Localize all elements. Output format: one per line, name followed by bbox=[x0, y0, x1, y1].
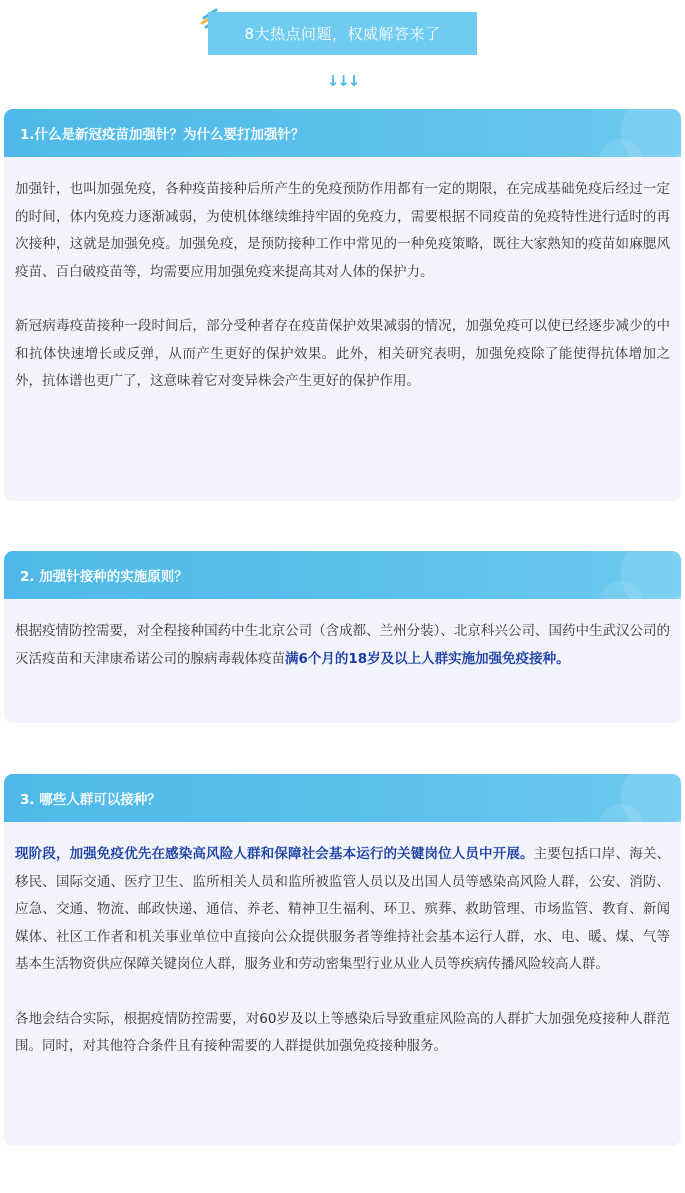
section-header-3 bbox=[4, 774, 681, 822]
section-paragraph: 加强针，也叫加强免疫，各种疫苗接种后所产生的免疫预防作用都有一定的期限，在完成基础免疫后经过一定的时间，体内免疫力逐渐减弱，为使机体继续维持牢固的免疫力，需要根据不同疫苗的免疫特性进行适时的再次接种，这就是加强免疫。加强免疫，是预防接种工作中常见的一种免疫策略，既往大家熟知的疫苗如麻腮风疫苗、百白破疫苗等，均需要应用加强免疫来提高其对人体的保护力。 bbox=[15, 181, 670, 280]
section-card-2 bbox=[4, 551, 681, 723]
section-card-3 bbox=[4, 774, 681, 1146]
banner-title: 8大热点问题，权威解答来了 bbox=[208, 12, 477, 55]
paragraph-text: 主要包括口岸、海关、移民、国际交通、医疗卫生、监所相关人员和监所被监管人员以及出国人员等感染高风险人群，公安、消防、应急、交通、物流、邮政快递、通信、养老、精神卫生福利、环卫、殡葬、救助管理、市场监管、教育、新闻媒体、社区工作者和机关事业单位中直接向公众提供服务者等维持社会基本运行人群，水、电、暖、煤、气等基本生活物资供应保障关键岗位人群，服务业和劳动密集型行业从业人员等疾病传播风险较高人群。 bbox=[15, 846, 671, 972]
section-paragraph bbox=[15, 618, 670, 673]
down-arrows-icon: ↓↓↓ bbox=[326, 72, 359, 90]
section-paragraph bbox=[15, 841, 670, 979]
section-heading: 3. 哪些人群可以接种？ bbox=[20, 792, 161, 808]
bubble-decoration-icon bbox=[561, 109, 681, 157]
section-header-2 bbox=[4, 551, 681, 599]
bubble-decoration-icon bbox=[561, 774, 681, 822]
section-heading: 1.什么是新冠疫苗加强针？为什么要打加强针？ bbox=[20, 127, 305, 143]
highlight-text: 满6个月的18岁及以上人群实施加强免疫接种。 bbox=[285, 650, 570, 667]
title-banner bbox=[0, 12, 685, 56]
section-paragraph: 新冠病毒疫苗接种一段时间后，部分受种者存在疫苗保护效果减弱的情况，加强免疫可以使已经逐步减少的中和抗体快速增长或反弹，从而产生更好的保护效果。此外，相关研究表明，加强免疫除了能使得抗体增加之外，抗体谱也更广了，这意味着它对变异株会产生更好的保护作用。 bbox=[15, 318, 670, 389]
section-header-1 bbox=[4, 109, 681, 157]
paragraph-text: 根据疫情防控需要，对全程接种国药中生北京公司（含成都、兰州分装）、北京科兴公司、国药中生武汉公司的灭活疫苗和天津康希诺公司的腺病毒载体疫苗 bbox=[15, 623, 670, 667]
section-card-1 bbox=[4, 109, 681, 501]
bubble-decoration-icon bbox=[561, 551, 681, 599]
section-heading: 2. 加强针接种的实施原则？ bbox=[20, 569, 188, 585]
highlight-text: 现阶段，加强免疫优先在感染高风险人群和保障社会基本运行的关键岗位人员中开展。 bbox=[15, 846, 534, 862]
section-paragraph: 各地会结合实际，根据疫情防控需要，对60岁及以上等感染后导致重症风险高的人群扩大加强免疫接种人群范围。同时，对其他符合条件且有接种需要的人群提供加强免疫接种服务。 bbox=[15, 1010, 670, 1054]
